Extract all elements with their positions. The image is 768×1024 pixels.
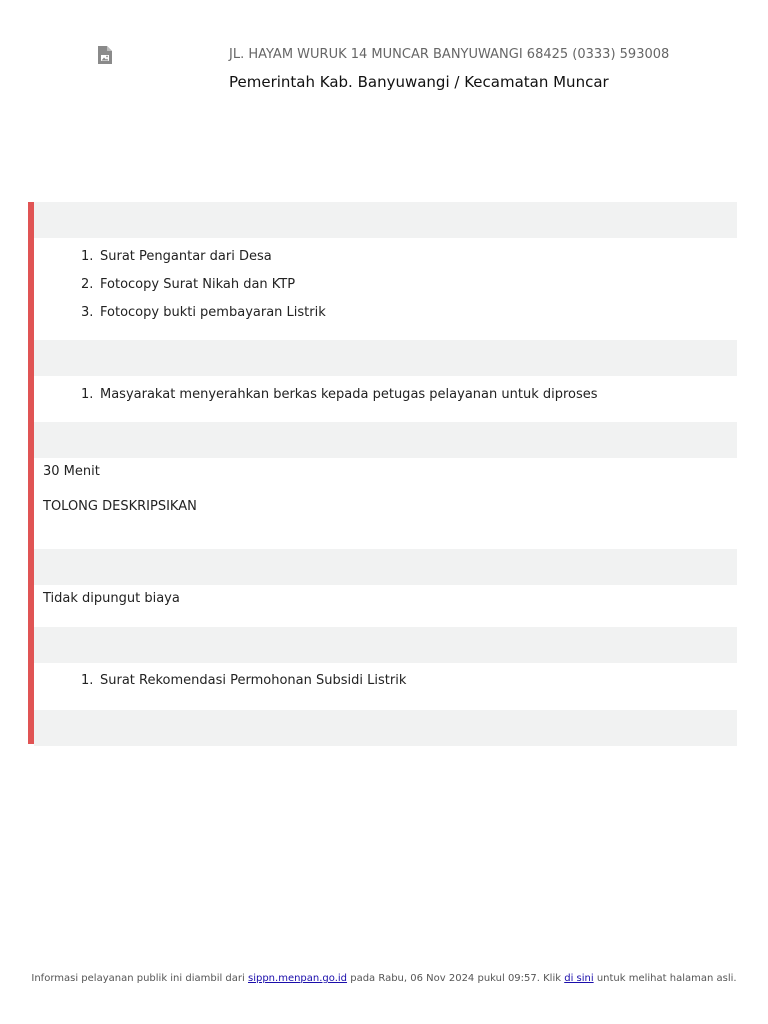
product-list (34, 667, 737, 695)
section-requirements (34, 238, 737, 340)
procedure-list (34, 381, 737, 409)
image-file-icon (97, 45, 113, 65)
list-item: 1. Surat Pengantar dari Desa (81, 249, 272, 264)
section-product (34, 663, 737, 710)
source-link[interactable]: sippn.menpan.go.id (248, 973, 348, 984)
cost-value: Tidak dipungut biaya (43, 591, 180, 606)
header (30, 30, 738, 96)
section-cost (34, 585, 737, 627)
duration-value: 30 Menit (43, 464, 100, 479)
footer-note (0, 973, 768, 984)
duration-description: TOLONG DESKRIPSIKAN (43, 499, 197, 514)
section-header-cost (34, 549, 737, 585)
section-footer-bar (34, 710, 737, 746)
section-header-procedure (34, 340, 737, 376)
section-header-requirements (34, 202, 737, 238)
list-item: 2. Fotocopy Surat Nikah dan KTP (81, 277, 296, 292)
organization-name: Pemerintah Kab. Banyuwangi / Kecamatan Muncar (229, 73, 609, 91)
footer-suffix: untuk melihat halaman asli. (596, 973, 737, 984)
list-item: 3. Fotocopy bukti pembayaran Listrik (81, 305, 326, 320)
footer-prefix: Informasi pelayanan publik ini diambil dari (31, 973, 245, 984)
service-details (28, 202, 737, 744)
office-address: JL. HAYAM WURUK 14 MUNCAR BANYUWANGI 68425 (0333) 593008 (229, 47, 670, 62)
section-header-duration (34, 422, 737, 458)
section-duration (34, 458, 737, 549)
footer-middle: pada Rabu, 06 Nov 2024 pukul 09:57. Klik (350, 973, 562, 984)
section-procedure (34, 376, 737, 422)
original-page-link[interactable]: di sini (564, 973, 594, 984)
list-item: 1. Masyarakat menyerahkan berkas kepada petugas pelayanan untuk diproses (81, 387, 598, 402)
section-header-product (34, 627, 737, 663)
requirements-list (34, 243, 737, 327)
list-item: 1. Surat Rekomendasi Permohonan Subsidi Listrik (81, 673, 407, 688)
logo (30, 30, 180, 80)
